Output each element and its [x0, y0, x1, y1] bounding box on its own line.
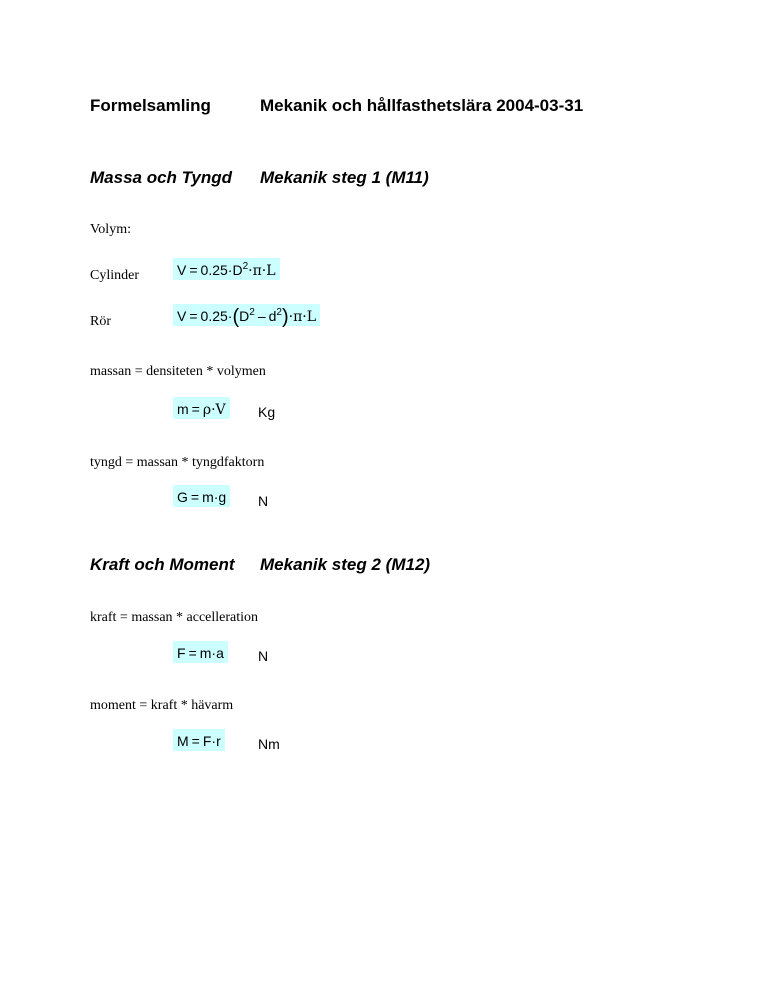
moment-unit: Nm — [258, 736, 280, 752]
section2-title: Kraft och Moment — [90, 555, 235, 574]
force-equation: F = m·a — [173, 641, 228, 663]
cylinder-volume-equation: $V = 0.25\cdot D^2\cdot\pi\cdot L$ — [173, 258, 280, 280]
massan-text: massan = densiteten * volymen — [90, 364, 266, 379]
tyngd-text: tyngd = massan * tyngdfaktorn — [90, 455, 265, 470]
force-unit: N — [258, 648, 269, 664]
section1-subtitle: Mekanik steg 1 (M11) — [260, 168, 429, 187]
section1-title: Massa och Tyngd — [90, 168, 233, 187]
mass-equation: m = ρ·V — [173, 397, 230, 419]
kraft-text: kraft = massan * accelleration — [90, 610, 259, 625]
moment-equation: M = F·r — [173, 729, 225, 751]
cylinder-label: Cylinder — [90, 268, 139, 283]
pipe-volume-equation: $V = 0.25\cdot(D^2 - d^2)\cdot\pi\cdot L$ — [173, 304, 320, 326]
header-right: Mekanik och hållfasthetslära 2004-03-31 — [260, 96, 584, 115]
weight-equation: G = m·g — [173, 485, 230, 507]
header-left: Formelsamling — [90, 96, 211, 115]
ror-label: Rör — [90, 314, 111, 329]
section2-subtitle: Mekanik steg 2 (M12) — [260, 555, 431, 574]
weight-unit: N — [258, 493, 269, 509]
mass-unit: Kg — [258, 404, 276, 420]
volym-label: Volym: — [90, 222, 131, 237]
moment-text: moment = kraft * hävarm — [90, 698, 234, 713]
